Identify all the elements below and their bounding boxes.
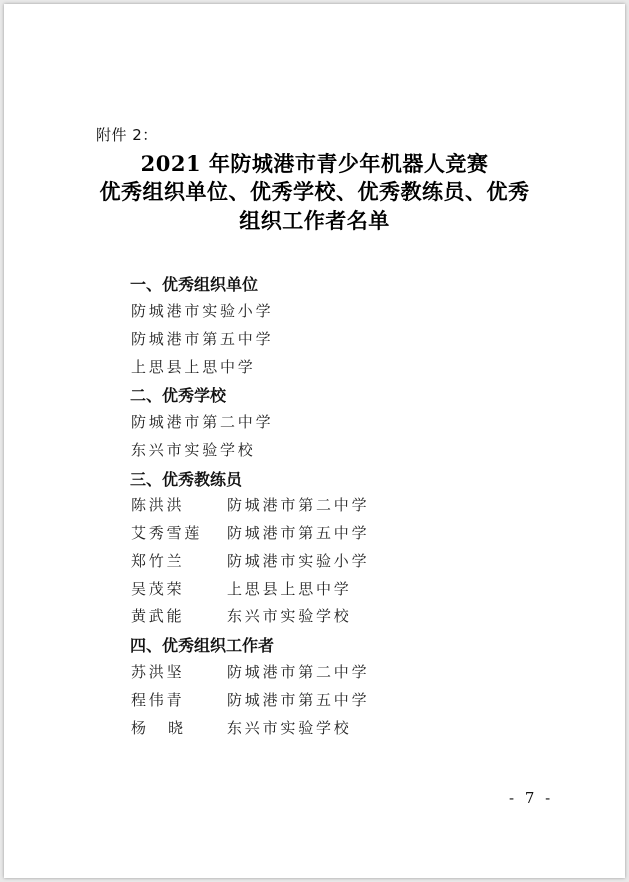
list-item: 防城港市实验小学 bbox=[131, 302, 274, 320]
person-name: 吴茂荣 bbox=[131, 580, 185, 598]
section-heading-schools: 二、优秀学校 bbox=[130, 386, 227, 405]
person-name: 苏洪坚 bbox=[131, 663, 185, 681]
person-school: 防城港市第二中学 bbox=[227, 496, 370, 514]
page-number: - 7 - bbox=[509, 789, 554, 807]
document-page bbox=[4, 4, 625, 878]
person-school: 防城港市第五中学 bbox=[227, 524, 370, 542]
person-school: 防城港市第二中学 bbox=[227, 663, 370, 681]
document-title-line-2: 优秀组织单位、优秀学校、优秀教练员、优秀 bbox=[99, 179, 530, 204]
section-heading-organizing-units: 一、优秀组织单位 bbox=[130, 275, 259, 294]
section-heading-coaches: 三、优秀教练员 bbox=[130, 470, 243, 489]
person-name: 黄武能 bbox=[131, 607, 185, 625]
document-title-line-3: 组织工作者名单 bbox=[239, 208, 390, 233]
list-item: 上思县上思中学 bbox=[131, 358, 256, 376]
list-item: 防城港市第二中学 bbox=[131, 413, 274, 431]
person-school: 东兴市实验学校 bbox=[227, 607, 352, 625]
document-title-line-1: 2021 年防城港市青少年机器人竞赛 bbox=[140, 151, 489, 176]
person-name: 艾秀雪莲 bbox=[131, 524, 203, 542]
person-name: 陈洪洪 bbox=[131, 496, 185, 514]
person-school: 防城港市实验小学 bbox=[227, 552, 370, 570]
person-name: 程伟青 bbox=[131, 691, 185, 709]
person-school: 防城港市第五中学 bbox=[227, 691, 370, 709]
person-name: 郑竹兰 bbox=[131, 552, 185, 570]
person-school: 东兴市实验学校 bbox=[227, 719, 352, 737]
annex-label: 附件 2： bbox=[96, 126, 158, 144]
section-heading-organizers: 四、优秀组织工作者 bbox=[130, 636, 275, 655]
list-item: 东兴市实验学校 bbox=[131, 441, 256, 459]
person-school: 上思县上思中学 bbox=[227, 580, 352, 598]
list-item: 防城港市第五中学 bbox=[131, 330, 274, 348]
person-name: 杨晓 bbox=[131, 719, 206, 737]
